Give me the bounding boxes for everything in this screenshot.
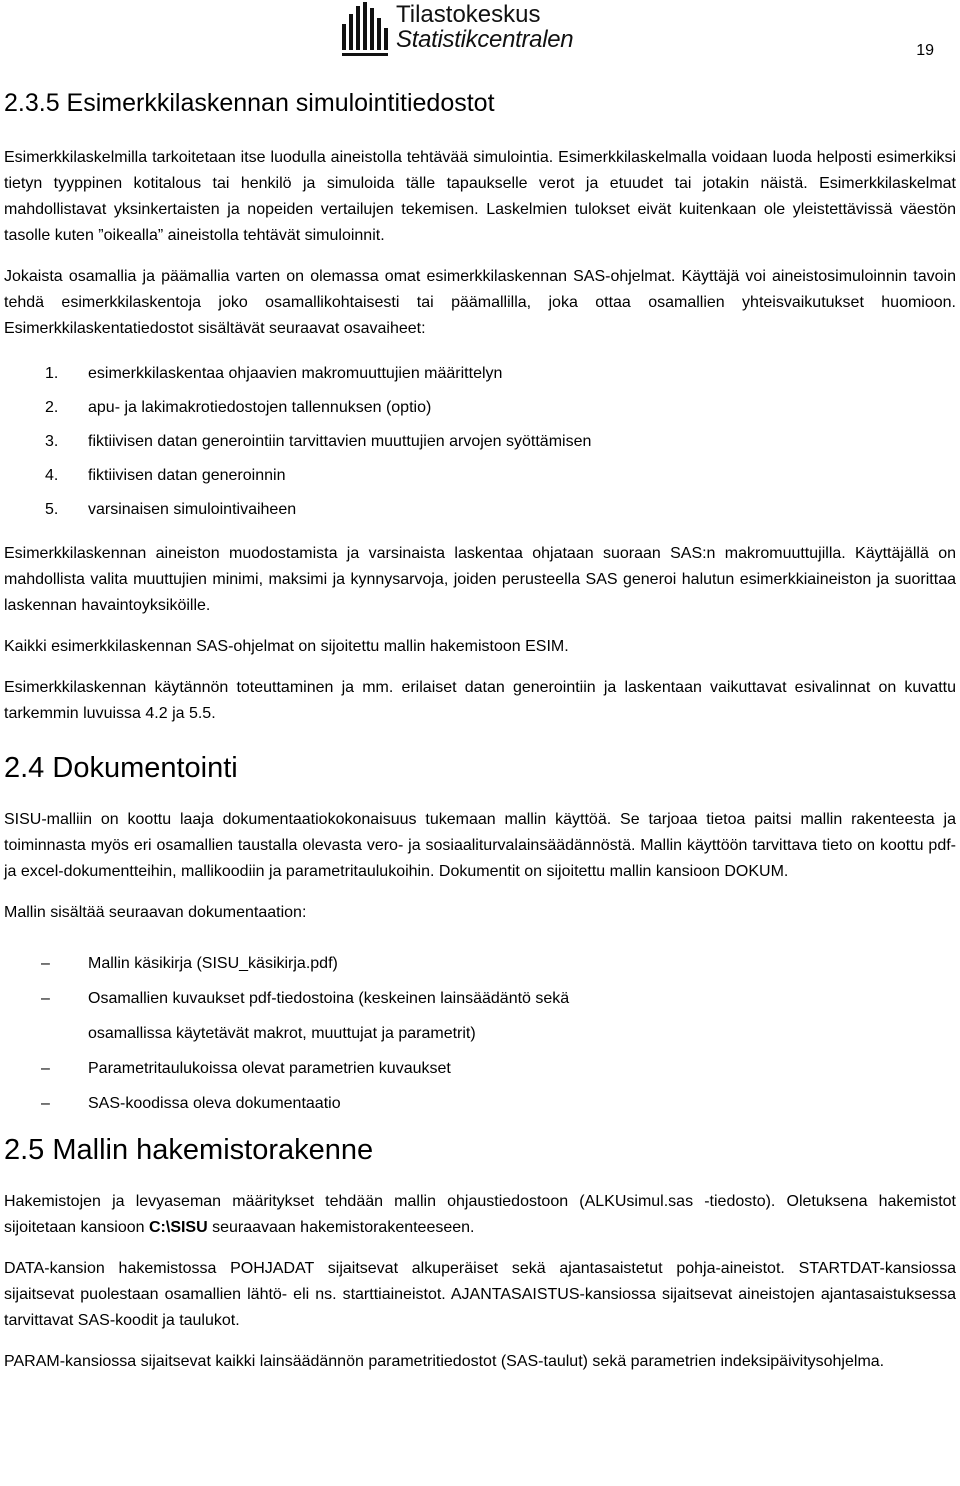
paragraph: SISU-malliin on koottu laaja dokumentaatiokokonaisuus tukemaan mallin käyttöä. Se tarjoaa tietoa paitsi mallin rakenteesta ja toiminnasta myös eri osamallien taustalla olevasta vero- ja sosiaaliturvalainsäädännöstä. Mallin käyttöön tarvittava tieto on koottu pdf- ja excel-dokumentteihin, mallikoodiin ja parametritaulukoihin. Dokumentit on sijoitettu mallin kansioon DOKUM.: [4, 811, 956, 880]
paragraph: Jokaista osamallia ja päämallia varten on olemassa omat esimerkkilaskennan SAS-ohjelmat. Käyttäjä voi aineistosimuloinnin tavoin tehdä esimerkkilaskentoja joko osamallikohtaisesti tai päämallilla, joka ottaa osamallien yhteisvaikutukset huomioon. Esimerkkilaskentatiedostot sisältävät seuraavat osavaiheet:: [4, 268, 956, 337]
tilastokeskus-logo: [340, 0, 620, 60]
logo-text: [396, 2, 573, 52]
paragraph: [4, 1189, 956, 1241]
list-text: Parametritaulukoissa olevat parametrien kuvaukset: [88, 1060, 451, 1077]
list-text: fiktiivisen datan generointiin tarvittavien muuttujien arvojen syöttämisen: [88, 433, 592, 450]
paragraph: Esimerkkilaskennan aineiston muodostamista ja varsinaista laskentaa ohjataan suoraan SAS:n makromuuttujilla. Käyttäjällä on mahdollista valita muuttujien minimi, maksimi ja kynnysarvoja, joiden perusteella SAS generoi halutun esimerkkiaineiston ja suorittaa laskennan havaintoyksiköille.: [4, 545, 956, 614]
logo-bars-icon: [340, 2, 390, 58]
list-number: 3.: [45, 433, 59, 450]
list-item: [4, 946, 956, 981]
list-item: [4, 981, 956, 1016]
paragraph: Mallin sisältää seuraavan dokumentaation:: [4, 904, 307, 921]
list-dash: –: [41, 1060, 50, 1077]
list-dash: [4, 1016, 88, 1051]
heading-2-4: 2.4 Dokumentointi: [4, 752, 238, 784]
logo-line-2: Statistikcentralen: [396, 26, 574, 53]
list-item: [4, 1051, 956, 1086]
list-number: 5.: [45, 501, 59, 518]
logo-line-1: Tilastokeskus: [396, 1, 541, 28]
list-text: varsinaisen simulointivaiheen: [88, 501, 297, 518]
text-run: seuraavaan hakemistorakenteeseen.: [207, 1219, 475, 1236]
list-text: esimerkkilaskentaa ohjaavien makromuuttujien määrittelyn: [88, 365, 503, 382]
list-number: 2.: [45, 399, 59, 416]
list-item: [4, 391, 956, 425]
paragraph: DATA-kansion hakemistossa POHJADAT sijaitsevat alkuperäiset sekä ajantasaistetut pohja-aineistot. STARTDAT-kansiossa sijaitsevat puolestaan osamallien lähtö- eli ns. starttiaineistot. AJANTASAISTUS-kansiossa sijaitsevat aineistojen ajantasaistuksessa tarvittavat SAS-koodit ja taulukot.: [4, 1260, 956, 1329]
list-item: [4, 459, 956, 493]
list-number: 1.: [45, 365, 59, 382]
page-number: 19: [916, 42, 934, 59]
steps-list: [4, 357, 956, 527]
folder-path: C:\SISU: [148, 1219, 208, 1236]
list-number: 4.: [45, 467, 59, 484]
list-item: [4, 425, 956, 459]
list-text: Osamallien kuvaukset pdf-tiedostoina (keskeinen lainsäädäntö sekä: [88, 990, 570, 1007]
list-text: Mallin käsikirja (SISU_käsikirja.pdf): [88, 955, 338, 972]
paragraph: Esimerkkilaskennan käytännön toteuttaminen ja mm. erilaiset datan generointiin ja laskentaan vaikuttavat esivalinnat on kuvattu tarkemmin luvuissa 4.2 ja 5.5.: [4, 679, 956, 722]
list-item: [4, 1086, 956, 1121]
list-text: osamallissa käytetävät makrot, muuttujat ja parametrit): [88, 1025, 476, 1042]
list-dash: –: [41, 955, 50, 972]
list-dash: –: [41, 1095, 50, 1112]
list-item: [4, 357, 956, 391]
list-text: fiktiivisen datan generoinnin: [88, 467, 286, 484]
text-run: Hakemistojen ja levyaseman määritykset tehdään mallin ohjaustiedostoon (ALKUsimul.sas -tiedosto). Oletuksena hakemistot sijoitetaan kansioon: [4, 1193, 956, 1236]
page-content: [4, 86, 956, 1390]
documentation-list: [4, 946, 956, 1121]
paragraph: Kaikki esimerkkilaskennan SAS-ohjelmat on sijoitettu mallin hakemistoon ESIM.: [4, 638, 569, 655]
paragraph: Esimerkkilaskelmilla tarkoitetaan itse luodulla aineistolla tehtävää simulointia. Esimerkkilaskelmalla voidaan luoda helposti esimerkiksi tietyn tyyppinen kotitalous tai henkilö ja simuloida tälle tapaukselle verot ja etuudet tai jotakin näistä. Esimerkkilaskelmat mahdollistavat yksinkertaisten ja nopeiden vertailujen tekemisen. Laskelmien tulokset eivät kuitenkaan ole yleistettävissä väestön tasolle kuten ”oikealla” aineistolla tehtävät simuloinnit.: [4, 149, 956, 244]
heading-2-5: 2.5 Mallin hakemistorakenne: [4, 1134, 374, 1166]
paragraph: PARAM-kansiossa sijaitsevat kaikki lainsäädännön parametritiedostot (SAS-taulut) sekä parametrien indeksipäivitysohjelma.: [4, 1353, 885, 1370]
heading-2-3-5: 2.3.5 Esimerkkilaskennan simulointitiedostot: [4, 89, 495, 117]
list-text: SAS-koodissa oleva dokumentaatio: [88, 1095, 341, 1112]
list-dash: –: [41, 990, 50, 1007]
list-item: [4, 493, 956, 527]
list-text: apu- ja lakimakrotiedostojen tallennuksen (optio): [88, 399, 432, 416]
list-item: [4, 1016, 956, 1051]
